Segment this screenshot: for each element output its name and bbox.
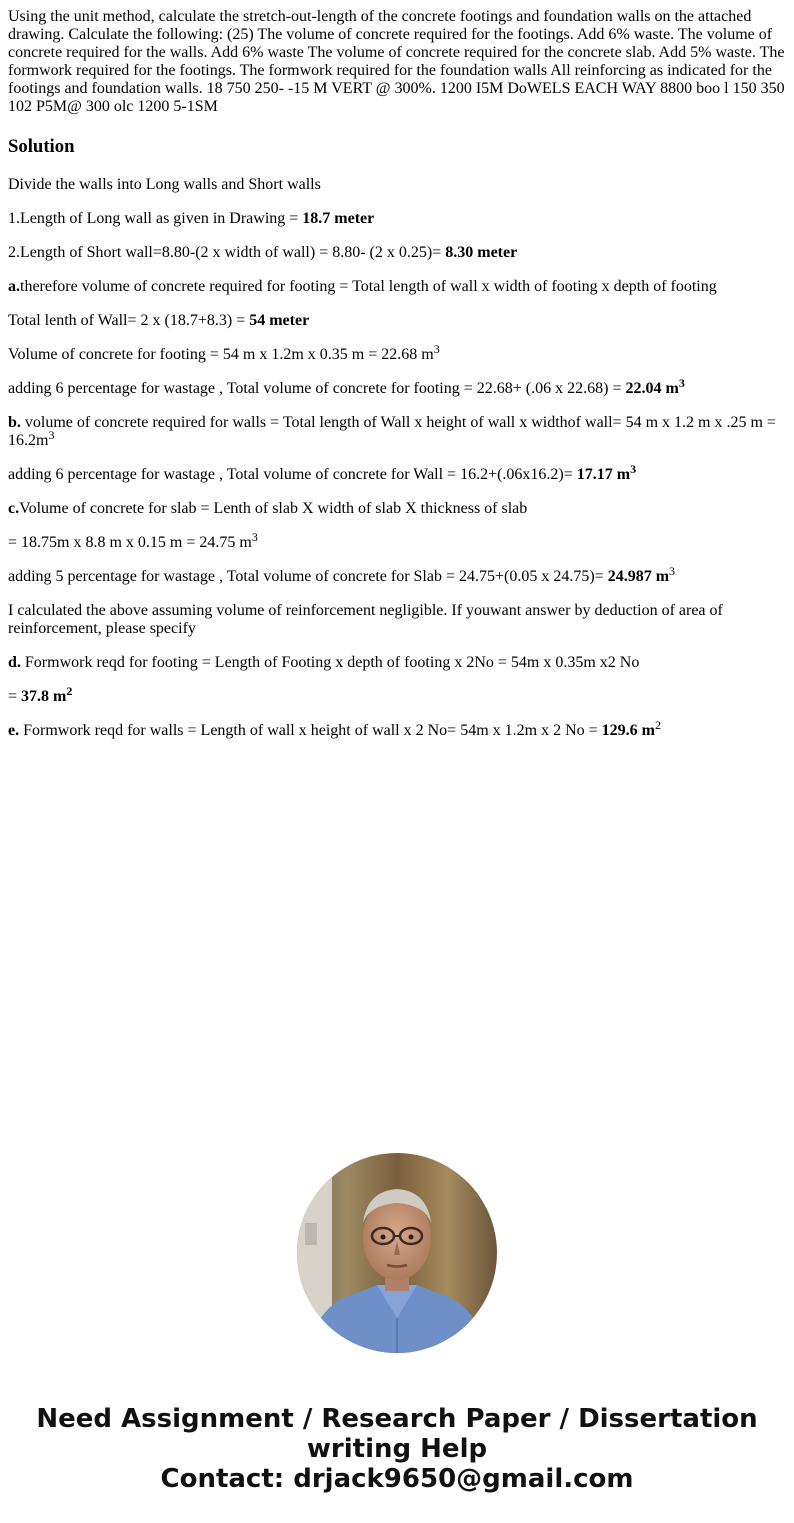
para-result: 129.6 m — [601, 722, 655, 739]
para-text: Formwork reqd for walls = Length of wall x height of wall x 2 No= 54m x 1.2m x 2 No = — [19, 722, 602, 739]
contact-line: Contact: drjack9650@gmail.com — [160, 1464, 634, 1494]
solution-paragraph-12 — [8, 564, 786, 586]
solution-paragraph-13: I calculated the above assuming volume of reinforcement negligible. If youwant answer by deduction of area of reinforcement, please specify — [8, 602, 723, 637]
superscript: 2 — [654, 718, 661, 732]
solution-paragraph-2 — [8, 210, 786, 228]
solution-paragraph-7 — [8, 376, 786, 398]
para-text: adding 5 percentage for wastage , Total volume of concrete for Slab = 24.75+(0.05 x 24.75)= — [8, 568, 608, 585]
promo-line-1: Need Assignment / Research Paper / Dissertation — [36, 1404, 758, 1434]
solution-paragraph-16 — [8, 718, 786, 740]
result-value: 17.17 m — [576, 466, 631, 483]
para-label: c. — [8, 500, 20, 517]
author-portrait-image — [297, 1153, 497, 1353]
para-text: adding 6 percentage for wastage , Total volume of concrete for footing = 22.68+ (.06 x 22.68) = — [8, 380, 626, 397]
para-label: b. — [8, 414, 21, 431]
para-text: Formwork reqd for footing = Length of Footing x depth of footing x 2No = 54m x 0.35m x2 No — [20, 654, 640, 671]
superscript: 2 — [66, 684, 73, 698]
solution-paragraph-3 — [8, 244, 786, 262]
para-label: d. — [8, 654, 21, 671]
result-value: 37.8 m — [21, 688, 67, 705]
para-result: 24.987 m — [607, 568, 670, 585]
para-result — [21, 684, 73, 705]
solution-paragraph-1: Divide the walls into Long walls and Short walls — [8, 176, 321, 193]
para-text: 1.Length of Long wall as given in Drawing = — [8, 210, 303, 227]
document-body — [8, 8, 786, 740]
para-text: Volume of concrete for slab = Lenth of slab X width of slab X thickness of slab — [19, 500, 528, 517]
solution-paragraph-10 — [8, 500, 786, 518]
superscript: 3 — [630, 462, 637, 476]
para-text: volume of concrete required for walls = Total length of Wall x height of wall x widthof wall= 54 m x 1.2 m x .25 m = 16.2m — [8, 414, 776, 449]
para-label: e. — [8, 722, 20, 739]
superscript: 3 — [433, 342, 440, 356]
para-result — [576, 462, 637, 483]
para-result: 18.7 meter — [302, 210, 375, 227]
solution-heading: Solution — [8, 136, 75, 157]
solution-paragraph-11 — [8, 530, 786, 552]
solution-paragraph-4 — [8, 278, 786, 296]
author-photo — [297, 1153, 497, 1353]
solution-paragraph-9 — [8, 462, 786, 484]
para-text: adding 6 percentage for wastage , Total volume of concrete for Wall = 16.2+(.06x16.2)= — [8, 466, 577, 483]
para-label: a. — [8, 278, 20, 295]
para-text: Volume of concrete for footing = 54 m x 1.2m x 0.35 m = 22.68 m — [8, 346, 434, 363]
solution-paragraph-5 — [8, 312, 786, 330]
promo-line-2: writing Help — [306, 1434, 488, 1464]
para-text: therefore volume of concrete required for footing = Total length of wall x width of footing x depth of footing — [20, 278, 717, 295]
para-text: = 18.75m x 8.8 m x 0.15 m = 24.75 m — [8, 534, 252, 551]
para-result: 54 meter — [249, 312, 310, 329]
solution-paragraph-6 — [8, 342, 786, 364]
superscript: 3 — [48, 428, 55, 442]
solution-paragraph-14 — [8, 654, 786, 672]
para-result: 8.30 meter — [445, 244, 518, 261]
superscript: 3 — [251, 530, 258, 544]
question-text: Using the unit method, calculate the stretch-out-length of the concrete footings and foundation walls on the attached drawing. Calculate the following: (25) The volume of concrete required for the footings. Add 6% waste. The volume of concrete required for the walls. Add 6% waste The volume of concrete required for the concrete slab. Add 5% waste. The formwork required for the footings. The formwork required for the foundation walls All reinforcing as indicated for the footings and foundation walls. 18 750 250- -15 M VERT @ 300%. 1200 I5M DoWELS EACH WAY 8800 boo l 150 350 102 P5M@ 300 olc 1200 5-1SM — [8, 8, 785, 115]
solution-paragraph-15 — [8, 684, 786, 706]
para-text: Total lenth of Wall= 2 x (18.7+8.3) = — [8, 312, 250, 329]
solution-paragraph-8 — [8, 414, 786, 450]
para-text: 2.Length of Short wall=8.80-(2 x width of wall) = 8.80- (2 x 0.25)= — [8, 244, 446, 261]
result-value: 22.04 m — [625, 380, 679, 397]
para-text: = — [8, 688, 22, 705]
para-result — [625, 376, 685, 397]
promo-footer — [0, 1404, 794, 1494]
superscript: 3 — [669, 564, 676, 578]
superscript: 3 — [678, 376, 685, 390]
